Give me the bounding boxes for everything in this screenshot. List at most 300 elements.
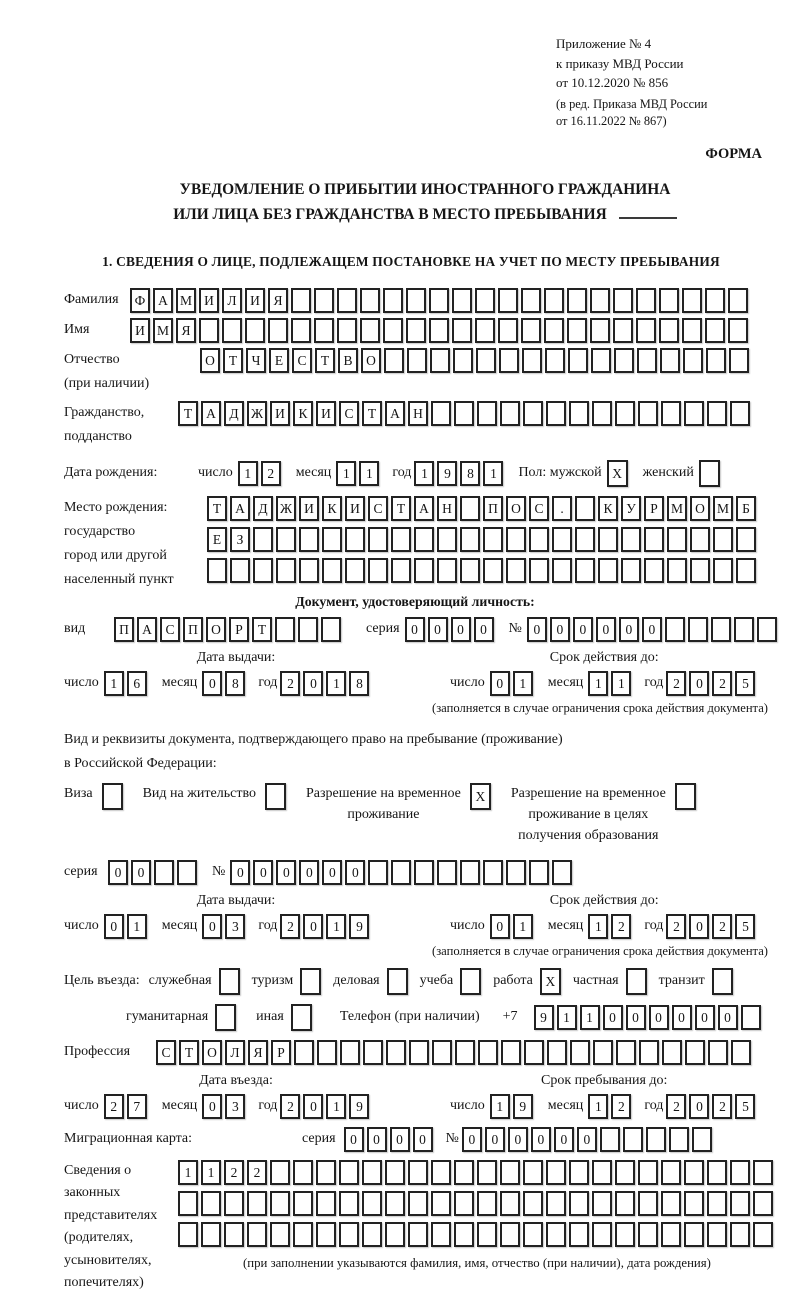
tourism-checkbox[interactable]	[300, 968, 321, 995]
char-cell[interactable]	[322, 558, 342, 583]
visa-checkbox[interactable]	[102, 783, 123, 810]
char-cell[interactable]: 2	[280, 1094, 300, 1119]
char-cell[interactable]: 9	[349, 914, 369, 939]
char-cell[interactable]	[614, 348, 634, 373]
char-cell[interactable]	[276, 527, 296, 552]
char-cell[interactable]: 3	[225, 1094, 245, 1119]
char-cell[interactable]: 2	[611, 1094, 631, 1119]
char-cell[interactable]	[408, 1160, 428, 1185]
char-cell[interactable]	[529, 558, 549, 583]
char-cell[interactable]	[385, 1222, 405, 1247]
char-cell[interactable]: 0	[303, 914, 323, 939]
char-cell[interactable]	[391, 527, 411, 552]
char-cell[interactable]	[483, 527, 503, 552]
char-cell[interactable]	[222, 318, 242, 343]
char-cell[interactable]: 0	[104, 914, 124, 939]
char-cell[interactable]: 0	[202, 914, 222, 939]
char-cell[interactable]	[501, 1040, 521, 1065]
char-cell[interactable]: 0	[276, 860, 296, 885]
char-cell[interactable]: О	[361, 348, 381, 373]
char-cell[interactable]	[362, 1160, 382, 1185]
char-cell[interactable]: 1	[490, 1094, 510, 1119]
char-cell[interactable]: 1	[513, 671, 533, 696]
char-cell[interactable]: 8	[225, 671, 245, 696]
char-cell[interactable]: 1	[580, 1005, 600, 1030]
char-cell[interactable]	[362, 1222, 382, 1247]
char-cell[interactable]	[684, 1222, 704, 1247]
char-cell[interactable]	[683, 348, 703, 373]
char-cell[interactable]	[363, 1040, 383, 1065]
char-cell[interactable]: 7	[127, 1094, 147, 1119]
char-cell[interactable]	[613, 318, 633, 343]
char-cell[interactable]: Т	[391, 496, 411, 521]
char-cell[interactable]	[591, 348, 611, 373]
char-cell[interactable]	[728, 318, 748, 343]
char-cell[interactable]	[475, 288, 495, 313]
humanitarian-checkbox[interactable]	[215, 1004, 236, 1031]
char-cell[interactable]	[291, 288, 311, 313]
char-cell[interactable]: М	[713, 496, 733, 521]
char-cell[interactable]	[385, 1160, 405, 1185]
char-cell[interactable]: Я	[248, 1040, 268, 1065]
char-cell[interactable]: 0	[554, 1127, 574, 1152]
char-cell[interactable]: 2	[104, 1094, 124, 1119]
char-cell[interactable]	[437, 527, 457, 552]
char-cell[interactable]	[224, 1222, 244, 1247]
char-cell[interactable]	[432, 1040, 452, 1065]
char-cell[interactable]: 0	[202, 1094, 222, 1119]
char-cell[interactable]: 0	[603, 1005, 623, 1030]
char-cell[interactable]: 1	[336, 461, 356, 486]
char-cell[interactable]	[523, 1222, 543, 1247]
char-cell[interactable]: С	[156, 1040, 176, 1065]
char-cell[interactable]	[730, 1222, 750, 1247]
char-cell[interactable]	[314, 318, 334, 343]
char-cell[interactable]: 1	[104, 671, 124, 696]
char-cell[interactable]: 0	[550, 617, 570, 642]
char-cell[interactable]: 0	[527, 617, 547, 642]
char-cell[interactable]: 0	[718, 1005, 738, 1030]
char-cell[interactable]: 0	[485, 1127, 505, 1152]
char-cell[interactable]	[483, 558, 503, 583]
char-cell[interactable]	[406, 318, 426, 343]
char-cell[interactable]	[661, 1191, 681, 1216]
char-cell[interactable]: И	[199, 288, 219, 313]
char-cell[interactable]	[475, 318, 495, 343]
char-cell[interactable]	[592, 401, 612, 426]
char-cell[interactable]: Е	[269, 348, 289, 373]
char-cell[interactable]: С	[339, 401, 359, 426]
char-cell[interactable]: 0	[344, 1127, 364, 1152]
char-cell[interactable]	[316, 1160, 336, 1185]
char-cell[interactable]	[460, 527, 480, 552]
char-cell[interactable]: 2	[261, 461, 281, 486]
char-cell[interactable]: Т	[179, 1040, 199, 1065]
char-cell[interactable]	[728, 288, 748, 313]
char-cell[interactable]	[253, 527, 273, 552]
char-cell[interactable]	[409, 1040, 429, 1065]
char-cell[interactable]	[500, 1160, 520, 1185]
char-cell[interactable]	[345, 527, 365, 552]
char-cell[interactable]	[345, 558, 365, 583]
char-cell[interactable]	[293, 1191, 313, 1216]
char-cell[interactable]	[368, 558, 388, 583]
char-cell[interactable]	[178, 1191, 198, 1216]
char-cell[interactable]	[615, 401, 635, 426]
char-cell[interactable]	[314, 288, 334, 313]
char-cell[interactable]	[685, 1040, 705, 1065]
char-cell[interactable]	[757, 617, 777, 642]
char-cell[interactable]: О	[200, 348, 220, 373]
char-cell[interactable]: Я	[176, 318, 196, 343]
char-cell[interactable]	[616, 1040, 636, 1065]
char-cell[interactable]	[339, 1160, 359, 1185]
char-cell[interactable]	[705, 318, 725, 343]
char-cell[interactable]	[636, 318, 656, 343]
char-cell[interactable]: И	[345, 496, 365, 521]
char-cell[interactable]: 0	[303, 671, 323, 696]
char-cell[interactable]: 8	[349, 671, 369, 696]
char-cell[interactable]	[575, 496, 595, 521]
char-cell[interactable]: 1	[201, 1160, 221, 1185]
char-cell[interactable]	[569, 1191, 589, 1216]
char-cell[interactable]	[178, 1222, 198, 1247]
char-cell[interactable]	[431, 1222, 451, 1247]
char-cell[interactable]	[567, 318, 587, 343]
char-cell[interactable]	[383, 318, 403, 343]
char-cell[interactable]	[431, 1191, 451, 1216]
char-cell[interactable]: О	[506, 496, 526, 521]
char-cell[interactable]	[661, 1160, 681, 1185]
char-cell[interactable]: Р	[271, 1040, 291, 1065]
char-cell[interactable]	[199, 318, 219, 343]
char-cell[interactable]	[437, 860, 457, 885]
male-checkbox[interactable]: X	[607, 460, 628, 487]
char-cell[interactable]: А	[414, 496, 434, 521]
char-cell[interactable]: 0	[689, 1094, 709, 1119]
char-cell[interactable]: 2	[224, 1160, 244, 1185]
char-cell[interactable]: 8	[460, 461, 480, 486]
char-cell[interactable]	[665, 617, 685, 642]
char-cell[interactable]	[690, 558, 710, 583]
char-cell[interactable]	[590, 318, 610, 343]
char-cell[interactable]: 0	[405, 617, 425, 642]
char-cell[interactable]	[498, 318, 518, 343]
char-cell[interactable]: Т	[252, 617, 272, 642]
char-cell[interactable]	[636, 288, 656, 313]
char-cell[interactable]: 0	[490, 671, 510, 696]
char-cell[interactable]	[592, 1222, 612, 1247]
char-cell[interactable]	[431, 1160, 451, 1185]
char-cell[interactable]	[337, 288, 357, 313]
char-cell[interactable]	[385, 1191, 405, 1216]
char-cell[interactable]: И	[245, 288, 265, 313]
char-cell[interactable]	[575, 558, 595, 583]
char-cell[interactable]	[454, 1160, 474, 1185]
char-cell[interactable]: 1	[238, 461, 258, 486]
char-cell[interactable]	[521, 318, 541, 343]
char-cell[interactable]: 0	[689, 914, 709, 939]
char-cell[interactable]: Е	[207, 527, 227, 552]
business-checkbox[interactable]	[387, 968, 408, 995]
other-checkbox[interactable]	[291, 1004, 312, 1031]
char-cell[interactable]: П	[483, 496, 503, 521]
char-cell[interactable]	[407, 348, 427, 373]
char-cell[interactable]	[521, 288, 541, 313]
char-cell[interactable]	[569, 1160, 589, 1185]
char-cell[interactable]	[713, 558, 733, 583]
char-cell[interactable]	[270, 1222, 290, 1247]
char-cell[interactable]	[453, 348, 473, 373]
char-cell[interactable]: И	[130, 318, 150, 343]
char-cell[interactable]	[340, 1040, 360, 1065]
residence-permit-checkbox[interactable]	[265, 783, 286, 810]
char-cell[interactable]	[546, 1160, 566, 1185]
char-cell[interactable]	[247, 1191, 267, 1216]
char-cell[interactable]: 2	[712, 914, 732, 939]
char-cell[interactable]	[339, 1222, 359, 1247]
char-cell[interactable]: .	[552, 496, 572, 521]
char-cell[interactable]	[661, 1222, 681, 1247]
char-cell[interactable]	[545, 348, 565, 373]
char-cell[interactable]	[224, 1191, 244, 1216]
char-cell[interactable]	[659, 318, 679, 343]
char-cell[interactable]	[299, 527, 319, 552]
char-cell[interactable]: Т	[223, 348, 243, 373]
char-cell[interactable]	[638, 401, 658, 426]
char-cell[interactable]	[478, 1040, 498, 1065]
char-cell[interactable]: С	[292, 348, 312, 373]
char-cell[interactable]	[454, 1191, 474, 1216]
char-cell[interactable]: Н	[437, 496, 457, 521]
char-cell[interactable]	[659, 288, 679, 313]
char-cell[interactable]: О	[206, 617, 226, 642]
char-cell[interactable]: 2	[611, 914, 631, 939]
char-cell[interactable]: 5	[735, 914, 755, 939]
char-cell[interactable]: П	[114, 617, 134, 642]
char-cell[interactable]	[339, 1191, 359, 1216]
char-cell[interactable]: 2	[712, 671, 732, 696]
char-cell[interactable]: 1	[588, 671, 608, 696]
char-cell[interactable]	[408, 1222, 428, 1247]
char-cell[interactable]	[688, 617, 708, 642]
char-cell[interactable]: Т	[207, 496, 227, 521]
char-cell[interactable]: 0	[619, 617, 639, 642]
char-cell[interactable]: Я	[268, 288, 288, 313]
char-cell[interactable]: О	[202, 1040, 222, 1065]
char-cell[interactable]	[707, 1222, 727, 1247]
char-cell[interactable]: 0	[596, 617, 616, 642]
char-cell[interactable]: 0	[303, 1094, 323, 1119]
char-cell[interactable]	[299, 558, 319, 583]
char-cell[interactable]: И	[270, 401, 290, 426]
char-cell[interactable]: 0	[689, 671, 709, 696]
char-cell[interactable]	[201, 1191, 221, 1216]
char-cell[interactable]: 1	[178, 1160, 198, 1185]
char-cell[interactable]	[276, 558, 296, 583]
char-cell[interactable]	[460, 496, 480, 521]
char-cell[interactable]	[452, 318, 472, 343]
char-cell[interactable]: 0	[131, 860, 151, 885]
char-cell[interactable]	[736, 527, 756, 552]
temp-residence-checkbox[interactable]: X	[470, 783, 491, 810]
char-cell[interactable]	[316, 1191, 336, 1216]
char-cell[interactable]	[455, 1040, 475, 1065]
char-cell[interactable]	[524, 1040, 544, 1065]
char-cell[interactable]: 0	[345, 860, 365, 885]
char-cell[interactable]	[384, 348, 404, 373]
char-cell[interactable]	[523, 401, 543, 426]
char-cell[interactable]	[638, 1222, 658, 1247]
char-cell[interactable]	[546, 1222, 566, 1247]
char-cell[interactable]	[638, 1160, 658, 1185]
char-cell[interactable]	[477, 1222, 497, 1247]
char-cell[interactable]: А	[137, 617, 157, 642]
char-cell[interactable]	[567, 288, 587, 313]
char-cell[interactable]: Ж	[247, 401, 267, 426]
official-checkbox[interactable]	[219, 968, 240, 995]
char-cell[interactable]: З	[230, 527, 250, 552]
char-cell[interactable]: Ж	[276, 496, 296, 521]
char-cell[interactable]: Л	[222, 288, 242, 313]
transit-checkbox[interactable]	[712, 968, 733, 995]
char-cell[interactable]	[736, 558, 756, 583]
char-cell[interactable]: 0	[649, 1005, 669, 1030]
char-cell[interactable]: Ч	[246, 348, 266, 373]
char-cell[interactable]	[429, 288, 449, 313]
char-cell[interactable]	[734, 617, 754, 642]
char-cell[interactable]: А	[201, 401, 221, 426]
char-cell[interactable]	[638, 1191, 658, 1216]
char-cell[interactable]	[414, 558, 434, 583]
char-cell[interactable]	[253, 558, 273, 583]
char-cell[interactable]	[523, 1191, 543, 1216]
char-cell[interactable]: 3	[225, 914, 245, 939]
char-cell[interactable]	[590, 288, 610, 313]
char-cell[interactable]	[500, 401, 520, 426]
char-cell[interactable]: И	[299, 496, 319, 521]
char-cell[interactable]: О	[690, 496, 710, 521]
char-cell[interactable]	[741, 1005, 761, 1030]
char-cell[interactable]	[731, 1040, 751, 1065]
char-cell[interactable]	[500, 1222, 520, 1247]
char-cell[interactable]	[708, 1040, 728, 1065]
char-cell[interactable]: 0	[490, 914, 510, 939]
char-cell[interactable]	[546, 401, 566, 426]
char-cell[interactable]	[639, 1040, 659, 1065]
char-cell[interactable]	[506, 527, 526, 552]
char-cell[interactable]: 9	[513, 1094, 533, 1119]
char-cell[interactable]	[291, 318, 311, 343]
char-cell[interactable]	[637, 348, 657, 373]
char-cell[interactable]: К	[293, 401, 313, 426]
char-cell[interactable]	[360, 318, 380, 343]
char-cell[interactable]	[460, 860, 480, 885]
char-cell[interactable]: К	[322, 496, 342, 521]
char-cell[interactable]	[360, 288, 380, 313]
char-cell[interactable]	[692, 1127, 712, 1152]
char-cell[interactable]: Н	[408, 401, 428, 426]
char-cell[interactable]	[706, 348, 726, 373]
char-cell[interactable]	[430, 348, 450, 373]
char-cell[interactable]	[408, 1191, 428, 1216]
char-cell[interactable]	[592, 1160, 612, 1185]
char-cell[interactable]	[552, 860, 572, 885]
char-cell[interactable]: 1	[513, 914, 533, 939]
char-cell[interactable]	[154, 860, 174, 885]
char-cell[interactable]	[547, 1040, 567, 1065]
char-cell[interactable]: 0	[508, 1127, 528, 1152]
char-cell[interactable]	[406, 288, 426, 313]
char-cell[interactable]	[570, 1040, 590, 1065]
char-cell[interactable]: С	[368, 496, 388, 521]
char-cell[interactable]	[729, 348, 749, 373]
char-cell[interactable]: 1	[326, 671, 346, 696]
char-cell[interactable]	[575, 527, 595, 552]
char-cell[interactable]: 1	[127, 914, 147, 939]
char-cell[interactable]	[506, 558, 526, 583]
char-cell[interactable]	[621, 527, 641, 552]
char-cell[interactable]	[682, 318, 702, 343]
char-cell[interactable]: 6	[127, 671, 147, 696]
char-cell[interactable]	[711, 617, 731, 642]
char-cell[interactable]	[391, 860, 411, 885]
char-cell[interactable]: А	[230, 496, 250, 521]
char-cell[interactable]: Б	[736, 496, 756, 521]
char-cell[interactable]	[177, 860, 197, 885]
char-cell[interactable]	[707, 1191, 727, 1216]
char-cell[interactable]: 0	[322, 860, 342, 885]
char-cell[interactable]: 0	[672, 1005, 692, 1030]
char-cell[interactable]	[568, 348, 588, 373]
char-cell[interactable]: 0	[642, 617, 662, 642]
char-cell[interactable]	[613, 288, 633, 313]
char-cell[interactable]: 1	[326, 914, 346, 939]
char-cell[interactable]	[552, 558, 572, 583]
char-cell[interactable]	[667, 558, 687, 583]
char-cell[interactable]	[598, 527, 618, 552]
char-cell[interactable]: Д	[224, 401, 244, 426]
char-cell[interactable]	[454, 1222, 474, 1247]
char-cell[interactable]: 2	[666, 1094, 686, 1119]
char-cell[interactable]: 0	[451, 617, 471, 642]
char-cell[interactable]	[247, 1222, 267, 1247]
char-cell[interactable]: А	[385, 401, 405, 426]
char-cell[interactable]: 2	[280, 671, 300, 696]
char-cell[interactable]	[544, 288, 564, 313]
char-cell[interactable]	[270, 1160, 290, 1185]
char-cell[interactable]: 1	[483, 461, 503, 486]
char-cell[interactable]	[368, 860, 388, 885]
char-cell[interactable]	[684, 1160, 704, 1185]
char-cell[interactable]: Т	[178, 401, 198, 426]
char-cell[interactable]: 0	[108, 860, 128, 885]
char-cell[interactable]	[460, 558, 480, 583]
char-cell[interactable]: 0	[626, 1005, 646, 1030]
char-cell[interactable]	[705, 288, 725, 313]
char-cell[interactable]	[368, 527, 388, 552]
char-cell[interactable]: 5	[735, 1094, 755, 1119]
char-cell[interactable]: 0	[462, 1127, 482, 1152]
char-cell[interactable]	[298, 617, 318, 642]
char-cell[interactable]: 2	[247, 1160, 267, 1185]
char-cell[interactable]	[623, 1127, 643, 1152]
char-cell[interactable]	[753, 1191, 773, 1216]
char-cell[interactable]: 1	[359, 461, 379, 486]
char-cell[interactable]	[592, 1191, 612, 1216]
char-cell[interactable]	[621, 558, 641, 583]
char-cell[interactable]: 0	[253, 860, 273, 885]
